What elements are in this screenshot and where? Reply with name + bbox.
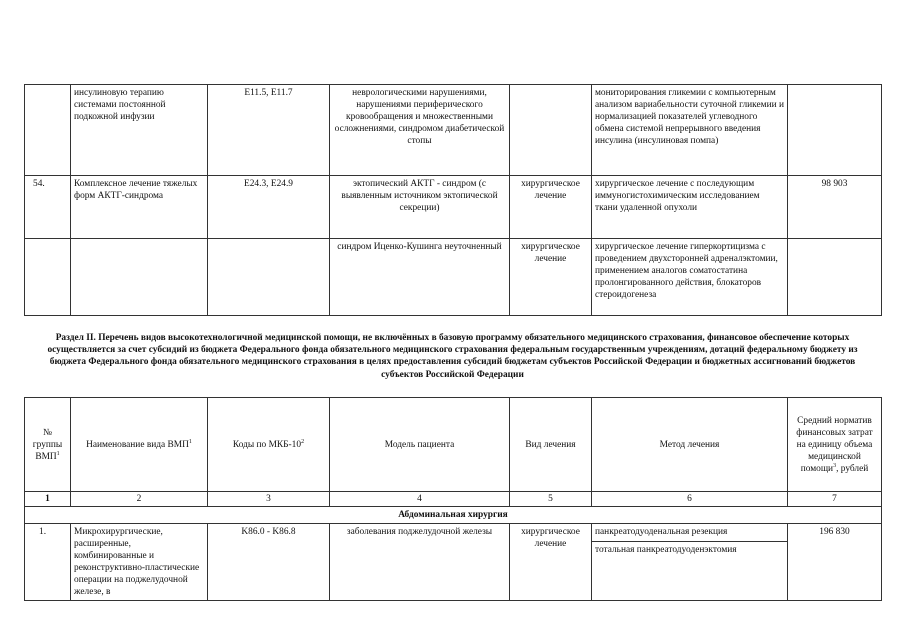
patient-model-cell: эктопический АКТГ - синдром (с выявленным источником эктопической секреции): [330, 176, 510, 239]
treatment-kind-cell: хирургическое лечение: [510, 239, 592, 316]
section-row: [25, 507, 882, 524]
group-number-cell: 54.: [25, 176, 71, 239]
vmp-name-cell: [71, 239, 208, 316]
column-number: 7: [788, 492, 882, 507]
cost-cell: [788, 85, 882, 176]
treatment-kind-cell: хирургическое лечение: [510, 524, 592, 601]
patient-model-cell: заболевания поджелудочной железы: [330, 524, 510, 601]
vmp-name-cell: Комплексное лечение тяжелых форм АКТГ-синдрома: [71, 176, 208, 239]
section-heading: Раздел II. Перечень видов высокотехнологичной медицинской помощи, не включённых в базовую программу обязательного медицинского страхования, финансовое обеспечение которых осуществляется за счет субсидий из бюджета Федерального фонда обязательного медицинского страхования федеральным государственным учреждениям, дотаций федеральному бюджету из бюджета Федерального фонда обязательного медицинского страхования в целях предоставления субсидий бюджетам субъектов Российской Федерации и бюджетных ассигнований бюджетов субъектов Российской Федерации: [47, 333, 858, 380]
icd-codes-cell: K86.0 - K86.8: [208, 524, 330, 601]
treatment-method-cell: хирургическое лечение гиперкортицизма с проведением двухсторонней адреналэктомии, применением аналогов соматостатина пролонгированного действия, блокаторов стероидогенеза: [592, 239, 788, 316]
column-number: 2: [71, 492, 208, 507]
column-number: 5: [510, 492, 592, 507]
cost-cell: 196 830: [788, 524, 882, 601]
header-group-number: № группы ВМП$^1$: [25, 398, 71, 492]
header-vmp-name: Наименование вида ВМП$^1$: [71, 398, 208, 492]
column-number: 1: [25, 492, 71, 507]
header-patient-model: Модель пациента: [330, 398, 510, 492]
cost-cell: [788, 239, 882, 316]
vmp-name-cell: инсулиновую терапию системами постоянной подкожной инфузии: [71, 85, 208, 176]
treatment-method-cell: хирургическое лечение с последующим иммуногистохимическим исследованием ткани удаленной опухоли: [592, 176, 788, 239]
icd-codes-cell: E11.5, E11.7: [208, 85, 330, 176]
table-row: [25, 85, 882, 176]
patient-model-cell: синдром Иценко-Кушинга неуточненный: [330, 239, 510, 316]
treatment-method-cell: мониторирования гликемии с компьютерным анализом вариабельности суточной гликемии и нормализацией показателей углеводного обмена системой непрерывного введения инсулина (инсулиновая помпа): [592, 85, 788, 176]
continuation-table: [24, 84, 882, 316]
table-row: [25, 239, 882, 316]
cost-cell: 98 903: [788, 176, 882, 239]
vmp-name-cell: Микрохирургические, расширенные, комбинированные и реконструктивно-пластические операции на поджелудочной железе, в: [71, 524, 208, 601]
patient-model-cell: неврологическими нарушениями, нарушениями периферического кровообращения и множественными осложнениями, синдромом диабетической стопы: [330, 85, 510, 176]
section-title: Абдоминальная хирургия: [25, 507, 882, 524]
group-number-cell: 1.: [25, 524, 71, 601]
header-treatment-method: Метод лечения: [592, 398, 788, 492]
vmp-table: [24, 397, 882, 601]
treatment-method-cell: тотальная панкреатодуоденэктомия: [592, 542, 788, 601]
table-row: [25, 524, 882, 542]
icd-codes-cell: [208, 239, 330, 316]
treatment-kind-cell: хирургическое лечение: [510, 176, 592, 239]
header-treatment-kind: Вид лечения: [510, 398, 592, 492]
column-number: 6: [592, 492, 788, 507]
treatment-method-cell: панкреатодуоденальная резекция: [592, 524, 788, 542]
header-cost: Средний норматив финансовых затрат на единицу объема медицинской помощи$^3$, рублей: [788, 398, 882, 492]
column-number: 3: [208, 492, 330, 507]
group-number-cell: [25, 239, 71, 316]
column-number-row: [25, 492, 882, 507]
header-icd-codes: Коды по МКБ-$10^2$: [208, 398, 330, 492]
treatment-kind-cell: [510, 85, 592, 176]
group-number-cell: [25, 85, 71, 176]
column-number: 4: [330, 492, 510, 507]
table-row: [25, 176, 882, 239]
icd-codes-cell: E24.3, E24.9: [208, 176, 330, 239]
header-row: [25, 398, 882, 492]
